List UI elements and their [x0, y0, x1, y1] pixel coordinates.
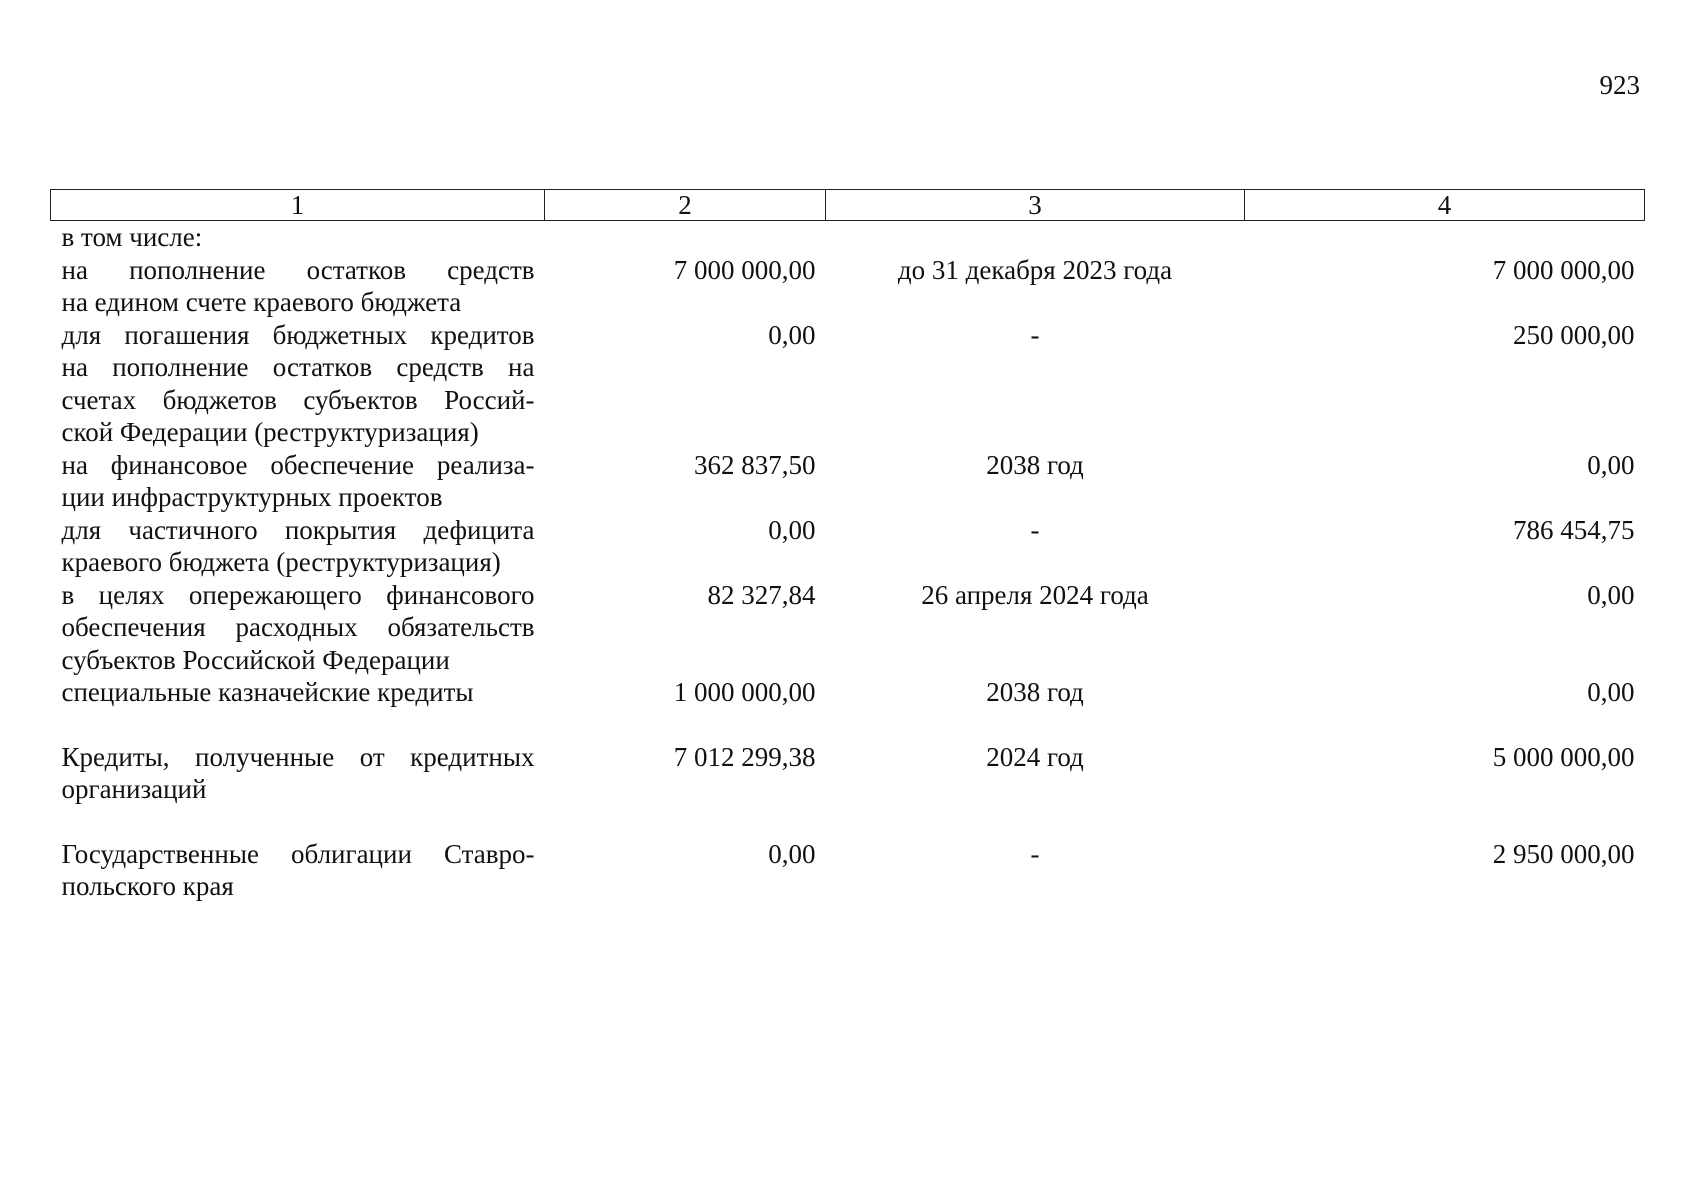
- description-line: на пополнение остатков средств: [61, 254, 535, 285]
- row-description: [51, 676, 545, 709]
- table-body: [51, 221, 1645, 903]
- description-line: польского края: [61, 871, 234, 901]
- description-line: счетах бюджетов субъектов Россий-: [61, 384, 535, 415]
- description-line: Кредиты, полученные от кредитных: [61, 741, 535, 772]
- header-row: [51, 190, 1645, 221]
- column-header-1: 1: [51, 190, 545, 221]
- row-term: 2024 год: [986, 741, 1084, 772]
- description-line: организаций: [61, 774, 207, 804]
- row-balance: 250 000,00: [1513, 319, 1635, 350]
- row-term: 26 апреля 2024 года: [921, 579, 1149, 610]
- description-line: обеспечения расходных обязательств: [61, 612, 535, 642]
- row-description: [51, 319, 545, 449]
- row-term: 2038 год: [986, 677, 1084, 707]
- row-description: [51, 514, 545, 579]
- description-line: Государственные облигации Ставро-: [61, 838, 535, 869]
- table-row: [51, 449, 1645, 514]
- row-term: -: [1030, 319, 1040, 350]
- description-line: в целях опережающего финансового: [61, 579, 535, 610]
- row-amount: 7 012 299,38: [673, 741, 816, 772]
- table-row: [51, 709, 1645, 806]
- row-term: до 31 декабря 2023 года: [897, 254, 1173, 285]
- row-description: [51, 709, 545, 806]
- description-line: на едином счете краевого бюджета: [61, 287, 462, 317]
- row-amount: 82 327,84: [707, 579, 816, 610]
- table-row: [51, 254, 1645, 319]
- page-number: 923: [1599, 70, 1640, 100]
- description-line: ции инфраструктурных проектов: [61, 482, 443, 512]
- section-label: в том числе:: [61, 222, 203, 252]
- description-line: на финансовое обеспечение реализа-: [61, 449, 535, 480]
- row-amount: 0,00: [768, 838, 816, 869]
- table-row: [51, 676, 1645, 709]
- table-header: [51, 190, 1645, 221]
- debt-table: [50, 189, 1645, 903]
- description-line: на пополнение остатков средств на: [61, 352, 535, 382]
- description-line: ской Федерации (реструктуризация): [61, 417, 479, 447]
- table-row: [51, 806, 1645, 903]
- row-description: [51, 449, 545, 514]
- section-label-row: [51, 221, 1645, 254]
- row-balance: 2 950 000,00: [1492, 838, 1635, 869]
- row-amount: 1 000 000,00: [673, 677, 816, 707]
- column-header-3: 3: [826, 190, 1245, 221]
- row-description: [51, 806, 545, 903]
- description-line: специальные казначейские кредиты: [61, 677, 474, 707]
- column-header-2: 2: [545, 190, 826, 221]
- row-balance: 0,00: [1587, 449, 1635, 480]
- row-balance: 0,00: [1587, 677, 1635, 707]
- description-line: для погашения бюджетных кредитов: [61, 319, 535, 350]
- table-row: [51, 579, 1645, 677]
- description-line: субъектов Российской Федерации: [61, 644, 450, 675]
- table-row: [51, 514, 1645, 579]
- description-line: для частичного покрытия дефицита: [61, 514, 535, 545]
- column-header-4: 4: [1245, 190, 1645, 221]
- row-description: [51, 254, 545, 319]
- row-term: -: [1030, 838, 1040, 869]
- row-description: [51, 579, 545, 677]
- row-balance: 0,00: [1587, 579, 1635, 610]
- row-balance: 786 454,75: [1513, 514, 1635, 545]
- row-amount: 0,00: [768, 514, 816, 545]
- row-amount: 7 000 000,00: [673, 254, 816, 285]
- row-amount: 362 837,50: [694, 449, 816, 480]
- row-term: 2038 год: [986, 449, 1084, 480]
- description-line: краевого бюджета (реструктуризация): [61, 547, 501, 577]
- table-row: [51, 319, 1645, 449]
- row-balance: 7 000 000,00: [1492, 254, 1635, 285]
- row-amount: 0,00: [768, 319, 816, 350]
- row-balance: 5 000 000,00: [1492, 741, 1635, 772]
- row-term: -: [1030, 514, 1040, 545]
